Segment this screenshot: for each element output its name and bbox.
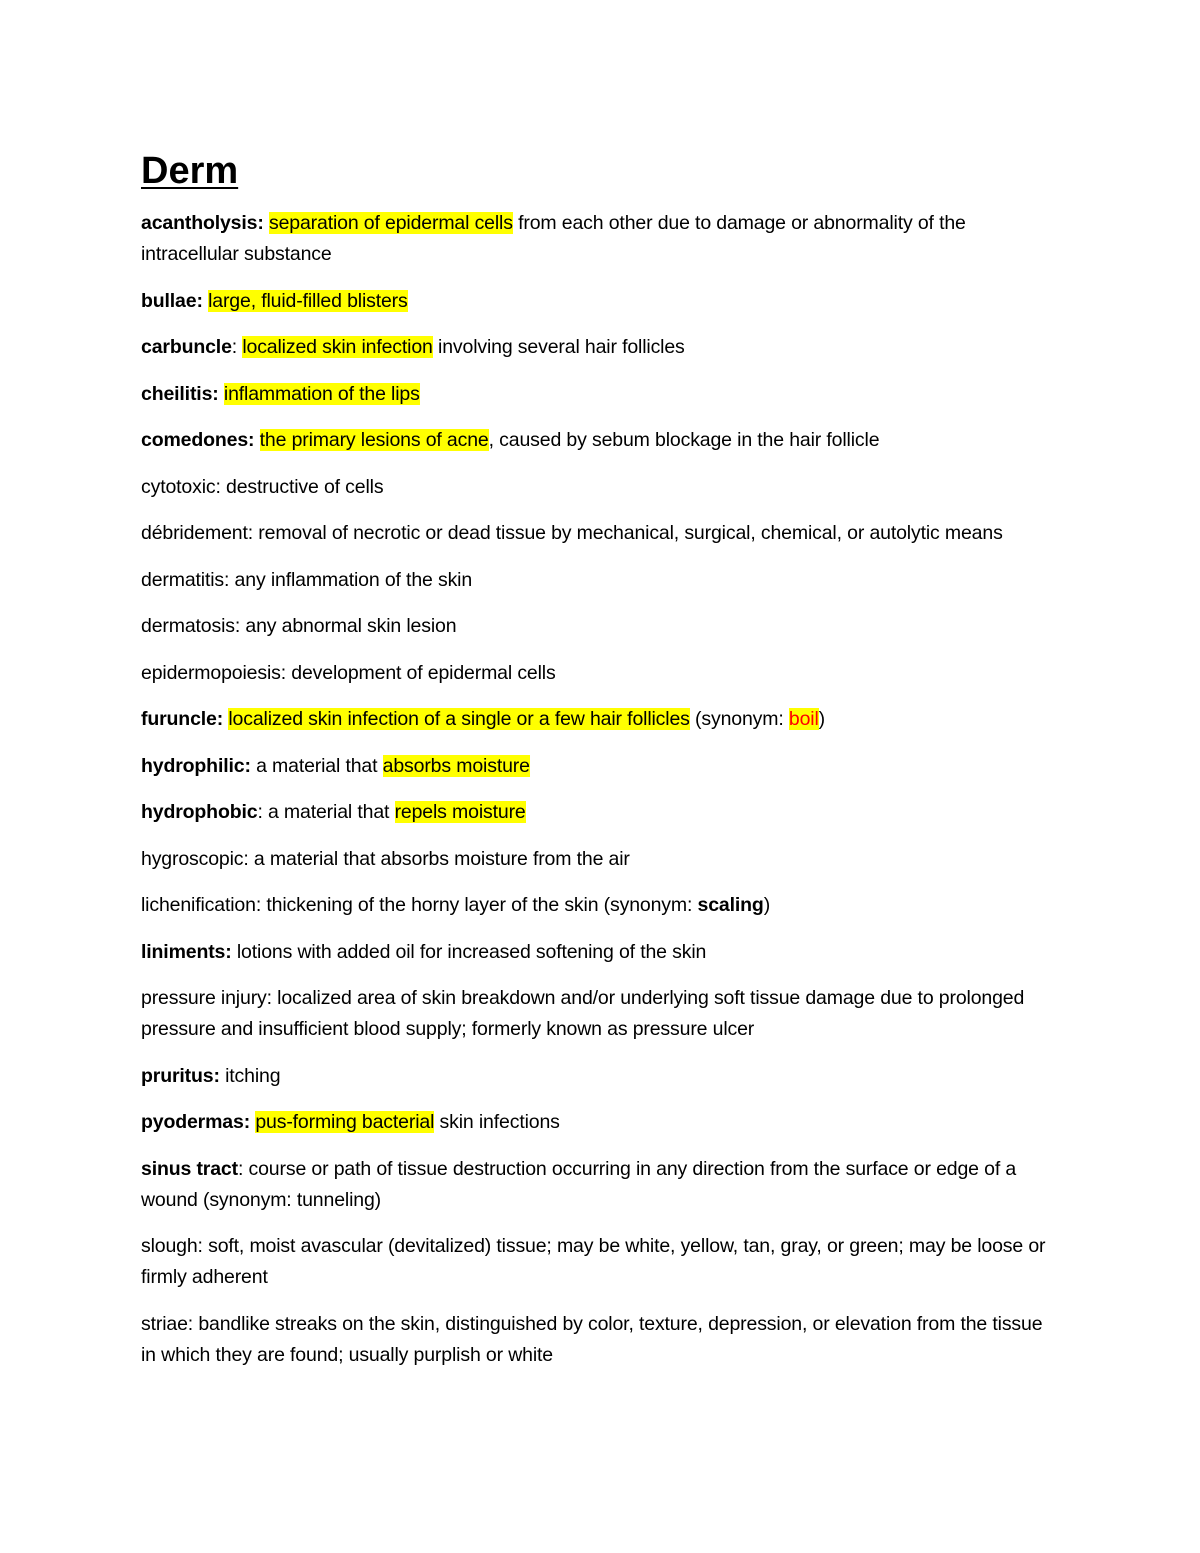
entry-text: lichenification: thickening of the horny layer of the skin (synonym: xyxy=(141,894,698,916)
entry-text: a material that xyxy=(250,754,383,777)
highlighted-text: repels moisture xyxy=(394,801,526,823)
entry-text: : course or path of tissue destruction occurring in any direction from the surface or edge of a wound (synonym: tunneling) xyxy=(141,1157,1017,1211)
entry-term: comedones: xyxy=(141,429,255,451)
entry-term: cheilitis: xyxy=(141,382,219,405)
highlighted-text: large, fluid-filled blisters xyxy=(208,289,408,312)
glossary-entry xyxy=(141,379,1051,410)
entry-term: hydrophilic: xyxy=(141,754,251,777)
highlighted-text: absorbs moisture xyxy=(382,754,530,777)
entry-term: bullae: xyxy=(141,289,203,312)
entry-text: epidermopoiesis: development of epidermal cells xyxy=(141,661,556,684)
entry-text: , caused by sebum blockage in the hair follicle xyxy=(488,429,880,451)
document-title: Derm xyxy=(141,150,239,192)
entry-text: striae: bandlike streaks on the skin, distinguished by color, texture, depression, or elevation from the tissue in which they are found; usually purplish or white xyxy=(141,1312,1043,1366)
highlighted-text: boil xyxy=(788,708,819,730)
glossary-entry xyxy=(141,611,1051,642)
entry-text: slough: soft, moist avascular (devitalized) tissue; may be white, yellow, tan, gray, or green; may be loose or firmly adherent xyxy=(141,1235,1046,1288)
entry-text: (synonym: xyxy=(689,708,789,730)
entry-text: dermatitis: any inflammation of the skin xyxy=(141,568,473,591)
entry-term: acantholysis: xyxy=(141,212,264,234)
entry-text: ) xyxy=(763,894,771,916)
entry-term: carbuncle xyxy=(141,336,232,358)
highlighted-text: pus-forming bacterial xyxy=(255,1111,435,1133)
entry-text: : a material that xyxy=(257,801,395,823)
entry-text: itching xyxy=(219,1064,281,1087)
glossary-entry xyxy=(141,208,1051,270)
entry-term: pyodermas: xyxy=(141,1111,251,1133)
glossary-entry xyxy=(141,704,1051,735)
glossary-entry xyxy=(141,1231,1051,1293)
highlighted-text: separation of epidermal cells xyxy=(268,212,513,234)
entry-text: lotions with added oil for increased softening of the skin xyxy=(231,940,707,963)
glossary-entry xyxy=(141,425,1051,456)
entry-text: skin infections xyxy=(434,1111,560,1133)
entry-term: liniments: xyxy=(141,940,232,963)
glossary-entry xyxy=(141,1154,1051,1216)
glossary-entry xyxy=(141,1309,1051,1371)
bold-text: scaling xyxy=(697,894,764,916)
glossary-entry xyxy=(141,565,1051,596)
entry-text: débridement: removal of necrotic or dead tissue by mechanical, surgical, chemical, or autolytic means xyxy=(141,522,1003,544)
entry-term: pruritus: xyxy=(141,1064,220,1087)
glossary-entry xyxy=(141,1107,1051,1138)
glossary-entry xyxy=(141,983,1051,1045)
entry-text: from each other due to damage or abnormality of the intracellular substance xyxy=(141,212,966,265)
entry-text: hygroscopic: a material that absorbs moisture from the air xyxy=(141,847,630,870)
glossary-entry xyxy=(141,1061,1051,1092)
entry-text: cytotoxic: destructive of cells xyxy=(141,475,384,498)
entry-term: furuncle: xyxy=(141,708,224,730)
glossary-entry xyxy=(141,332,1051,363)
highlighted-text: localized skin infection xyxy=(242,336,433,358)
highlighted-text: the primary lesions of acne xyxy=(259,429,489,451)
glossary-entry xyxy=(141,751,1051,782)
glossary-entry xyxy=(141,658,1051,689)
highlighted-text: inflammation of the lips xyxy=(223,382,420,405)
document-page xyxy=(141,148,1051,1386)
entry-term: hydrophobic xyxy=(141,801,258,823)
glossary-entry xyxy=(141,844,1051,875)
entry-text: : xyxy=(231,336,243,358)
entry-text: pressure injury: localized area of skin breakdown and/or underlying soft tissue damage due to prolonged pressure and insufficient blood supply; formerly known as pressure ulcer xyxy=(141,987,1025,1040)
entry-text: dermatosis: any abnormal skin lesion xyxy=(141,615,457,637)
glossary-entry xyxy=(141,937,1051,968)
glossary-entry xyxy=(141,797,1051,828)
entry-text: involving several hair follicles xyxy=(432,336,685,358)
glossary-entry xyxy=(141,890,1051,921)
entry-text xyxy=(254,429,259,451)
glossary-entry xyxy=(141,472,1051,503)
glossary-list xyxy=(141,208,1051,1371)
highlighted-text: localized skin infection of a single or a few hair follicles xyxy=(228,708,690,730)
glossary-entry xyxy=(141,286,1051,317)
entry-term: sinus tract xyxy=(141,1157,238,1180)
entry-text: ) xyxy=(818,708,826,730)
glossary-entry xyxy=(141,518,1051,549)
